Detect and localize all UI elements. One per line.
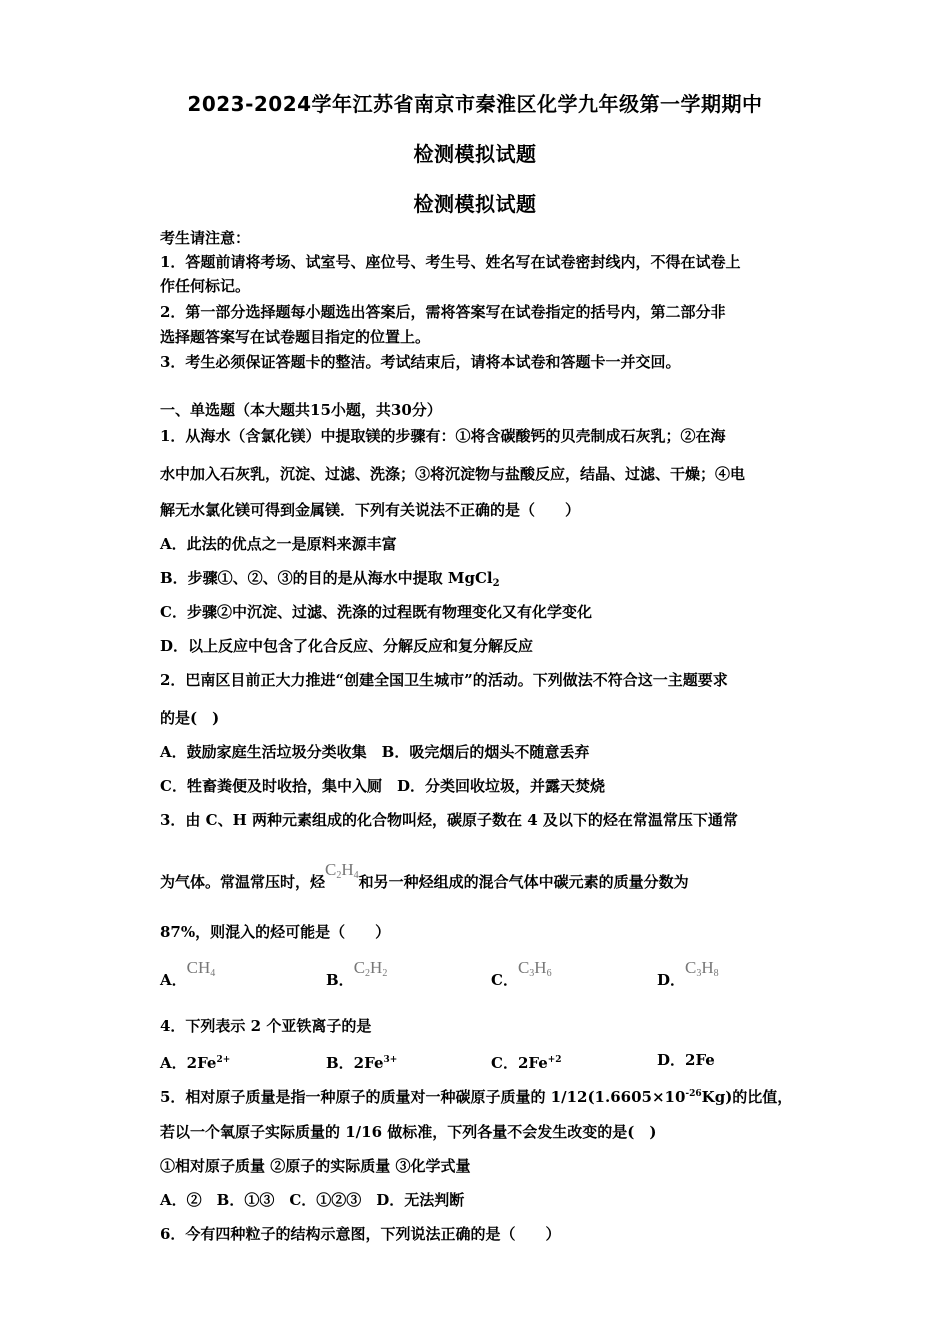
q3-option-d <box>657 958 719 996</box>
q6-stem: 6．今有四种粒子的结构示意图，下列说法正确的是（ ） <box>160 1225 561 1243</box>
q3-stem-line-3: 87%，则混入的烃可能是（ ） <box>160 923 391 941</box>
q1-option-b <box>160 568 500 594</box>
formula-element: CH <box>186 958 211 977</box>
q1-option-b-subscript: 2 <box>492 578 500 589</box>
q1-stem-line-2: 水中加入石灰乳，沉淀、过滤、洗涤；③将沉淀物与盐酸反应，结晶、过滤、干燥；④电 <box>160 465 746 483</box>
q2-stem-line-2: 的是( ) <box>160 709 220 727</box>
q1-option-a: A．此法的优点之一是原料来源丰富 <box>160 535 397 553</box>
q2-options-ab: A．鼓励家庭生活垃圾分类收集 B．吸完烟后的烟头不随意丢弃 <box>160 743 590 761</box>
formula-subscript: 3 <box>529 968 535 979</box>
q4-option-d: D．2Fe <box>657 1051 715 1069</box>
q3-formula-c2h4 <box>325 860 359 879</box>
option-text: A．2Fe <box>160 1054 217 1072</box>
option-label: D． <box>657 971 686 989</box>
ion-charge: +2 <box>547 1055 562 1065</box>
q3-option-a <box>160 958 216 996</box>
option-text: C．2Fe <box>491 1054 548 1072</box>
section-heading: 一、单选题（本大题共15小题，共30分） <box>160 401 442 419</box>
formula-element: C <box>353 958 366 977</box>
q1-option-d: D．以上反应中包含了化合反应、分解反应和复分解反应 <box>160 637 534 655</box>
q5-stem-text: Kg)的比值， <box>701 1088 793 1106</box>
q3-option-c-formula <box>518 958 552 977</box>
option-label: A． <box>160 971 187 989</box>
formula-element: C <box>517 958 530 977</box>
q4-stem: 4．下列表示 2 个亚铁离子的是 <box>160 1017 372 1035</box>
formula-element: C <box>685 958 697 977</box>
formula-subscript: 8 <box>713 968 719 979</box>
q1-stem-line-3: 解无水氯化镁可得到金属镁．下列有关说法不正确的是（ ） <box>160 501 581 519</box>
option-label: B． <box>326 971 354 989</box>
q3-option-b <box>326 958 388 996</box>
q3-option-c <box>491 958 552 996</box>
exponent: -26 <box>685 1089 702 1099</box>
option-label: C． <box>491 971 518 989</box>
notice-item-2-cont: 选择题答案写在试卷题目指定的位置上。 <box>160 328 431 346</box>
formula-subscript: 3 <box>696 968 702 979</box>
q5-options: A．② B．①③ C．①②③ D．无法判断 <box>160 1191 465 1209</box>
q4-option-b <box>326 1050 397 1073</box>
formula-element: H <box>701 958 714 977</box>
option-text: B．2Fe <box>326 1054 384 1072</box>
q3-option-a-formula <box>187 958 216 977</box>
q4-option-c <box>491 1050 562 1073</box>
q5-stem-line-1 <box>160 1084 792 1107</box>
q1-option-c: C．步骤②中沉淀、过滤、洗涤的过程既有物理变化又有化学变化 <box>160 603 592 621</box>
q3-option-d-formula <box>685 958 719 977</box>
q1-option-b-text: B．步骤①、②、③的目的是从海水中提取 MgCl <box>160 569 493 587</box>
q1-stem-line-1: 1．从海水（含氯化镁）中提取镁的步骤有：①将含碳酸钙的贝壳制成石灰乳；②在海 <box>160 427 726 445</box>
q3-stem-line-2 <box>160 860 689 898</box>
formula-element: C <box>325 860 337 879</box>
ion-charge: 3+ <box>383 1055 398 1065</box>
formula-subscript: 2 <box>382 968 388 979</box>
formula-subscript: 2 <box>365 968 371 979</box>
notice-item-1-cont: 作任何标记。 <box>160 277 251 295</box>
q4-option-a <box>160 1050 230 1073</box>
q3-option-b-formula <box>354 958 388 977</box>
formula-subscript: 6 <box>546 968 552 979</box>
q5-stem-line-2: 若以一个氧原子实际质量的 1/16 做标准，下列各量不会发生改变的是( ) <box>160 1123 657 1141</box>
ion-charge: 2+ <box>216 1055 231 1065</box>
q3-stem-line-1: 3．由 C、H 两种元素组成的化合物叫烃，碳原子数在 4 及以下的烃在常温常压下通常 <box>160 811 738 829</box>
formula-subscript: 2 <box>336 870 342 881</box>
formula-element: H <box>370 958 383 977</box>
formula-element: H <box>341 860 354 879</box>
formula-subscript: 4 <box>210 968 216 979</box>
q3-stem-line-2-pre: 为气体。常温常压时，烃 <box>160 873 326 891</box>
q2-options-cd: C．牲畜粪便及时收拾，集中入厕 D．分类回收垃圾，并露天焚烧 <box>160 777 605 795</box>
q5-stem-line-3: ①相对原子质量 ②原子的实际质量 ③化学式量 <box>160 1157 471 1175</box>
exam-title-line-3: 检测模拟试题 <box>413 192 537 216</box>
exam-title-line-1: 2023-2024学年江苏省南京市秦淮区化学九年级第一学期期中 <box>187 92 763 116</box>
notice-item-1: 1．答题前请将考场、试室号、座位号、考生号、姓名写在试卷密封线内，不得在试卷上 <box>160 253 741 271</box>
q2-stem-line-1: 2．巴南区目前正大力推进“创建全国卫生城市”的活动。下列做法不符合这一主题要求 <box>160 671 728 689</box>
q3-stem-line-2-post: 和另一种烃组成的混合气体中碳元素的质量分数为 <box>358 873 689 891</box>
q5-stem-text: 5．相对原子质量是指一种原子的质量对一种碳原子质量的 1/12(1.6605×10 <box>160 1088 686 1106</box>
exam-title-line-2: 检测模拟试题 <box>413 142 537 166</box>
formula-element: H <box>534 958 547 977</box>
notice-item-3: 3．考生必须保证答题卡的整洁。考试结束后，请将本试卷和答题卡一并交回。 <box>160 353 681 371</box>
formula-subscript: 4 <box>353 870 359 881</box>
notice-heading: 考生请注意： <box>160 229 251 247</box>
notice-item-2: 2．第一部分选择题每小题选出答案后，需将答案写在试卷指定的括号内，第二部分非 <box>160 303 726 321</box>
